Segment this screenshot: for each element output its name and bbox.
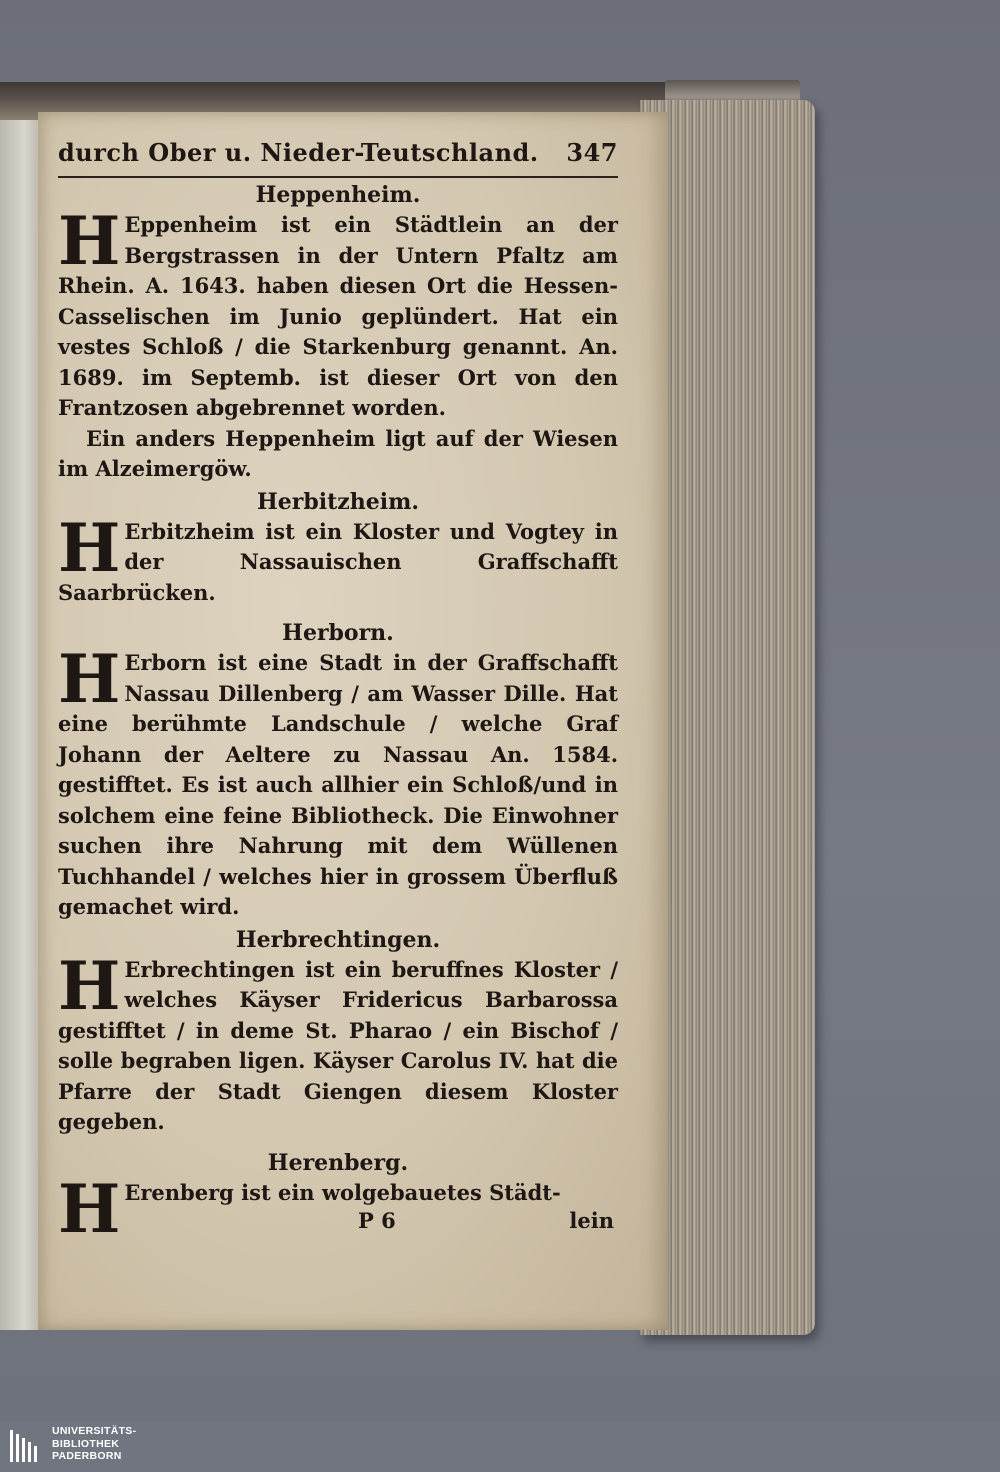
previous-page-edge (0, 120, 42, 1330)
entry-text (58, 640, 618, 923)
library-name-line: UNIVERSITÄTS- (52, 1425, 137, 1437)
library-name-line: PADERBORN (52, 1450, 122, 1462)
signature-mark: P 6 (358, 1208, 396, 1233)
library-logo-icon (8, 1426, 44, 1466)
entry-body: Erbitzheim ist ein Kloster und Vogtey in der Nassauischen Graffschafft Saarbrücken. (58, 518, 618, 605)
entry-text (58, 508, 618, 609)
entry-note: Ein anders Heppenheim ligt auf der Wiesen im Alzeimergöw. (58, 425, 618, 481)
entry-body: Eppenheim ist ein Städtlein an der Bergstrassen in der Untern Pfaltz am Rhein. A. 1643. haben diesen Ort die Hessen-Casselischen im Junio geplündert. Hat ein vestes Schloß / die Starkenburg genannt. An. 1689. im Septemb. ist dieser Ort von den Frantzosen abgebrennet worden. (58, 212, 618, 420)
running-head-title: durch Ober u. Nieder-Teutschland. (58, 138, 539, 167)
entry-body: Erenberg ist ein wolgebauetes Städt- (124, 1179, 561, 1205)
running-head (58, 132, 618, 178)
catchword: lein (569, 1208, 614, 1233)
library-name-line: BIBLIOTHEK (52, 1437, 120, 1450)
entry-text (58, 946, 618, 1138)
entry-heading: Herborn. (282, 620, 394, 646)
entry-heading: Herbitzheim. (256, 488, 420, 515)
drop-initial: H (58, 640, 121, 718)
drop-initial: H (58, 1169, 121, 1248)
entry-heading: Herenberg. (267, 1149, 409, 1176)
page-text (58, 132, 618, 1248)
entry-heading: Herbrechtingen. (235, 926, 441, 953)
entry-body: Erbrechtingen ist ein beruffnes Kloster / welches Käyser Fridericus Barbarossa gestifftet / in deme St. Pharao / ein Bischof / solle begraben ligen. Käyser Carolus IV. hat die Pfarre der Stadt Giengen diesem Kloster gegeben. (58, 956, 618, 1134)
drop-initial: H (58, 946, 121, 1025)
entry-body: Erborn ist eine Stadt in der Graffschafft Nassau Dillenberg / am Wasser Dille. Hat eine berühmte Landschule / welche Graf Johann der Aeltere zu Nassau An. 1584. gestifftet. Es ist auch allhier ein Schloß/und in solchem eine feine Bibliotheck. Die Einwohner suchen ihre Nahrung mit dem Wüllenen Tuchhandel / welches hier in grossem Überfluß gemachet wird. (58, 650, 618, 919)
library-footer (0, 1422, 1000, 1472)
page-number: 347 (566, 138, 618, 167)
entry-text (58, 202, 618, 424)
page-foot (58, 1208, 618, 1238)
entry-heading: Heppenheim. (255, 182, 421, 208)
book-page (38, 112, 668, 1330)
library-name (52, 1425, 136, 1463)
drop-initial: H (58, 508, 121, 587)
drop-initial: H (58, 202, 121, 280)
